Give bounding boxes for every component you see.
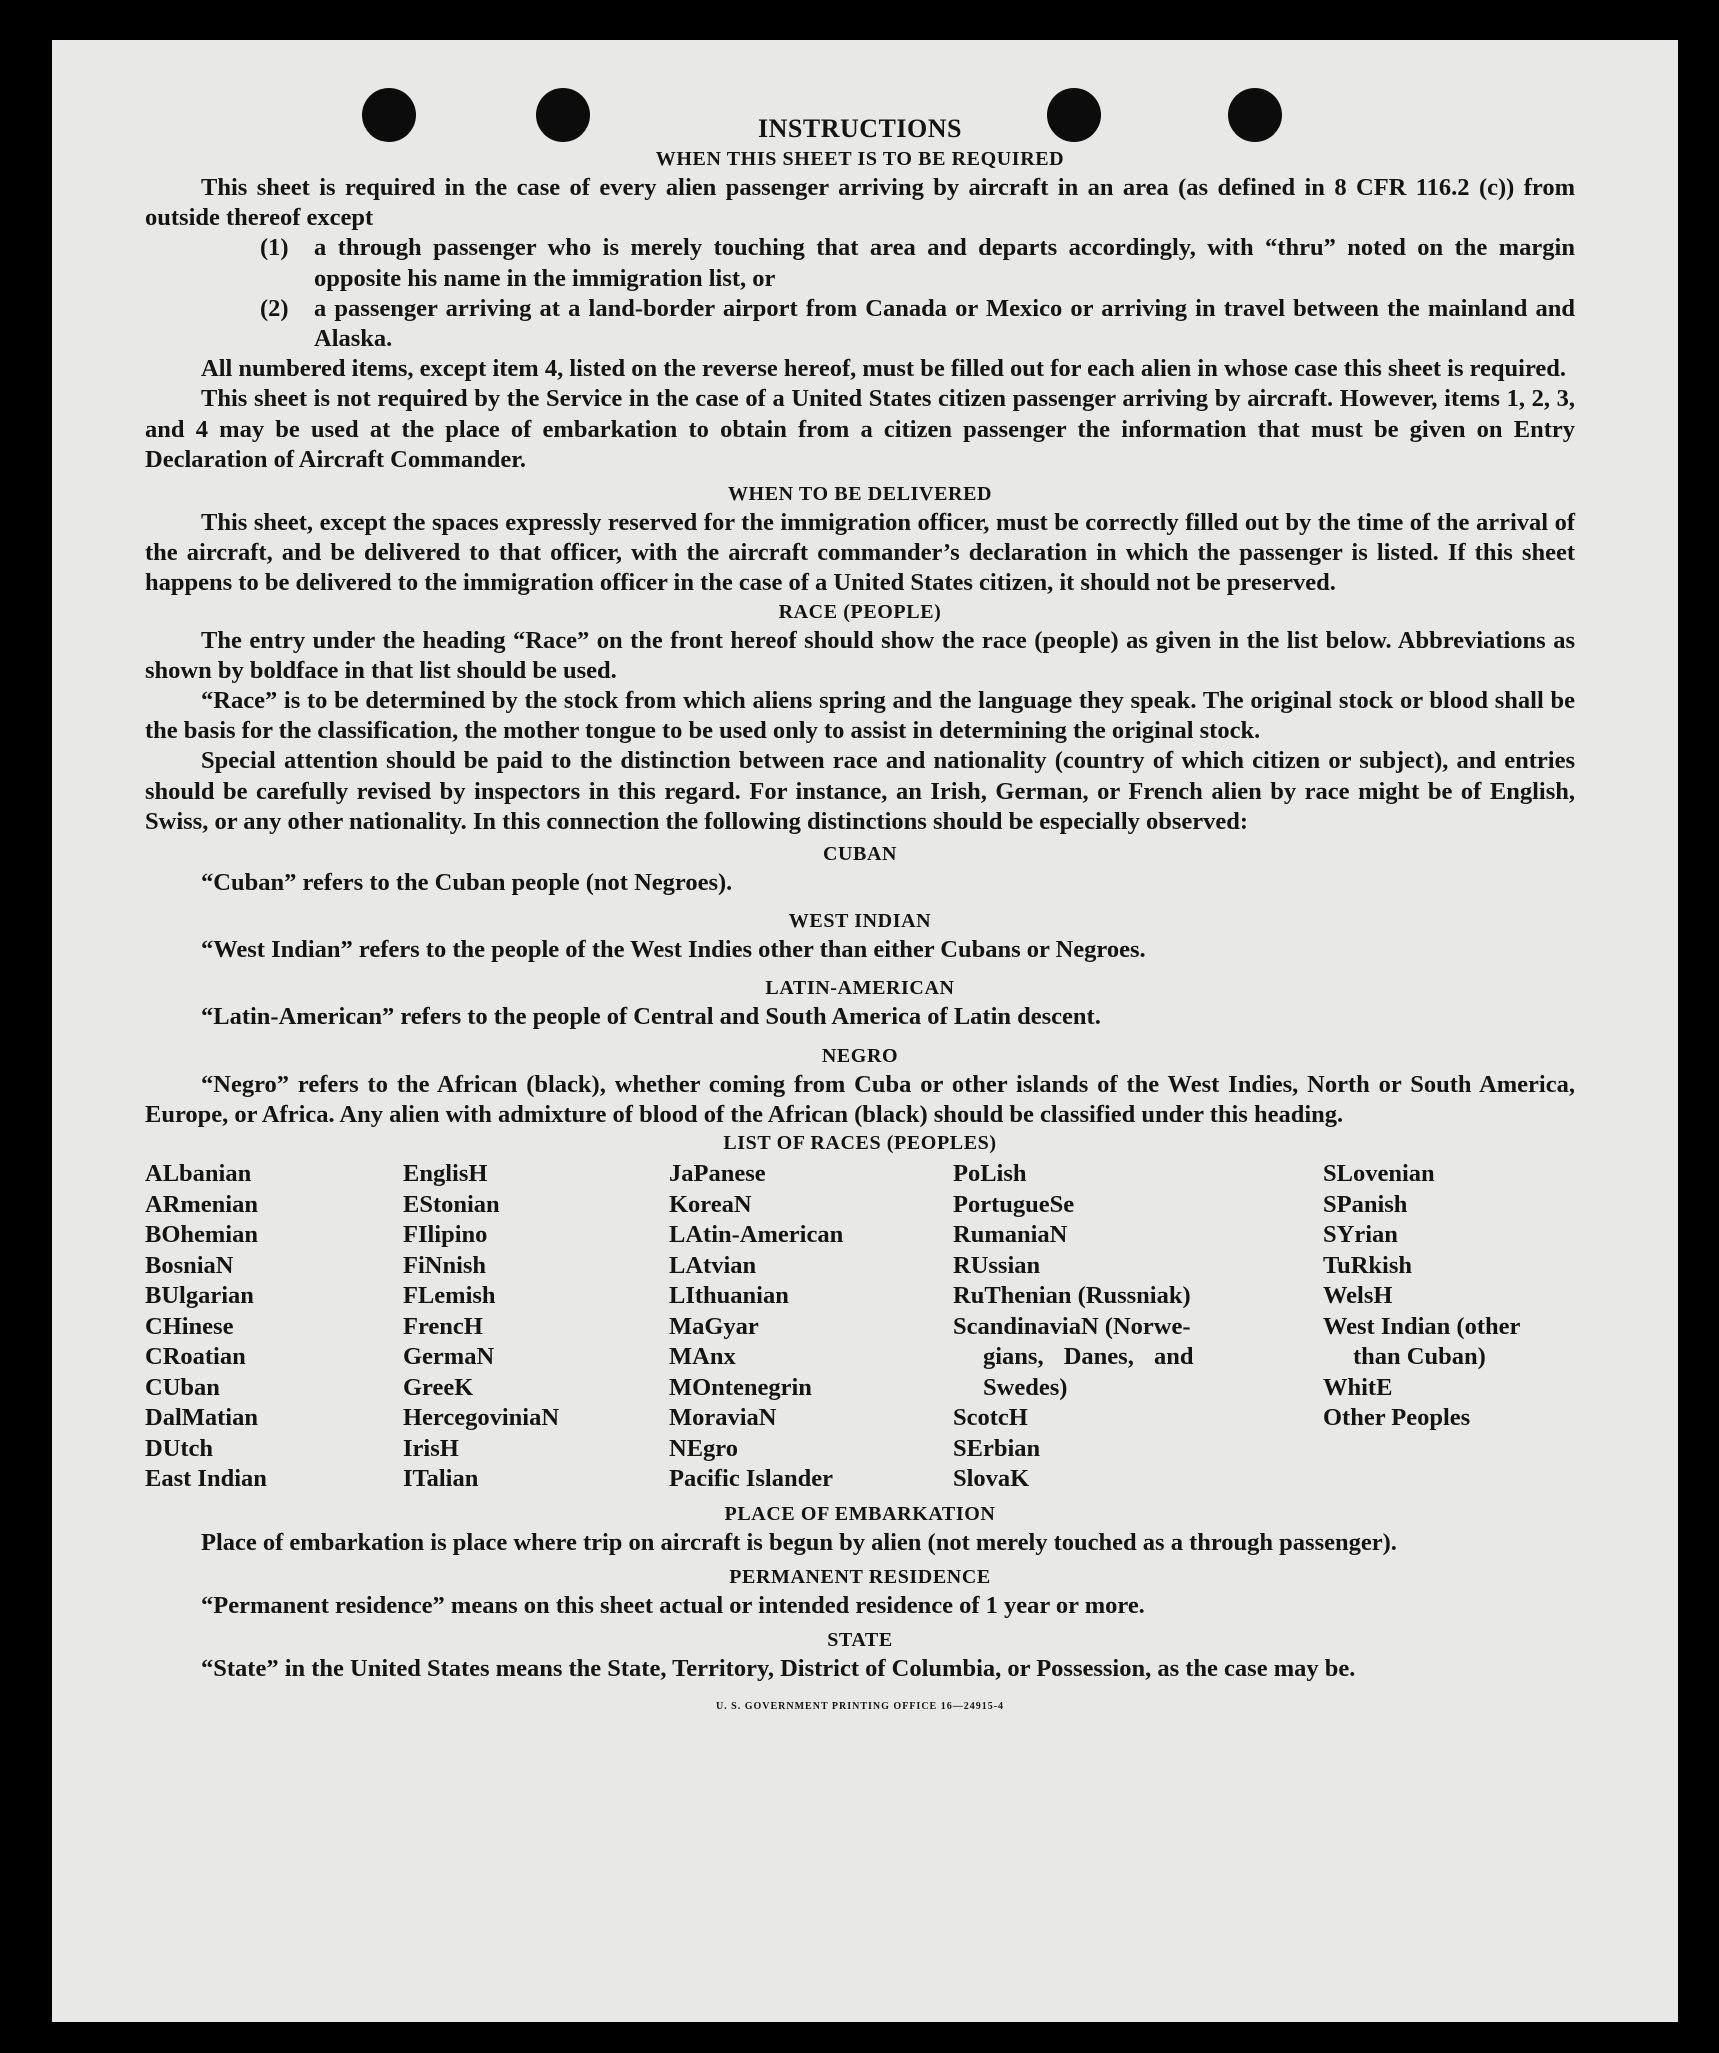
exception-item (145, 233, 1575, 293)
heading-embarkation: PLACE OF EMBARKATION (724, 1502, 996, 1525)
race-column (403, 1159, 669, 1495)
race-item: HercegoviniaN (403, 1404, 560, 1432)
heading-latin-american: LATIN-AMERICAN (765, 977, 955, 1000)
paragraph: “Negro” refers to the African (black), whether coming from Cuba or other islands of the West Indies, North or South America, Europe, or Africa. Any alien with admixture of blood of the African (black) should be classified under this heading. (145, 1070, 1575, 1128)
race-item: FiNnish (403, 1251, 487, 1279)
item-number: (1) (260, 234, 289, 262)
paragraph: “Race” is to be determined by the stock from which aliens spring and the language they speak. The original stock or blood shall be the basis for the classification, the mother tongue to be used only to assist in determining the original stock. (145, 687, 1575, 745)
race-item: MoraviaN (669, 1404, 777, 1432)
race-item-continued: Swedes) (983, 1373, 1068, 1401)
race-item: SYrian (1323, 1221, 1398, 1249)
race-column (669, 1159, 953, 1495)
race-column (953, 1159, 1323, 1495)
race-item: CUban (145, 1373, 220, 1401)
instructions-content (145, 112, 1575, 1722)
paragraph: “Permanent residence” means on this sheet actual or intended residence of 1 year or more. (201, 1591, 1145, 1619)
document-page (52, 40, 1678, 2022)
paragraph: “State” in the United States means the State, Territory, District of Columbia, or Possession, as the case may be. (201, 1654, 1356, 1682)
race-item: GermaN (403, 1343, 495, 1371)
paragraph: This sheet, except the spaces expressly reserved for the immigration officer, must be correctly filled out by the time of the arrival of the aircraft, and be delivered to that officer, with the aircraft commander’s declaration in which the passenger is listed. If this sheet happens to be delivered to the immigration officer in the case of a United States citizen, it should not be preserved. (145, 509, 1575, 597)
paragraph: This sheet is not required by the Service in the case of a United States citizen passenger arriving by aircraft. However, items 1, 2, 3, and 4 may be used at the place of embarkation to obtain from a citizen passenger the information that must be given on Entry Declaration of Aircraft Commander. (145, 385, 1575, 473)
race-item: FLemish (403, 1282, 496, 1310)
race-item: EStonian (403, 1190, 500, 1218)
race-item: SLovenian (1323, 1160, 1435, 1188)
paragraph: Place of embarkation is place where trip on aircraft is begun by alien (not merely touched as a through passenger). (201, 1528, 1397, 1556)
race-item: KoreaN (669, 1190, 752, 1218)
race-item: MOntenegrin (669, 1373, 812, 1401)
heading-race: RACE (PEOPLE) (778, 600, 942, 623)
race-item: ITalian (403, 1465, 479, 1493)
race-list (145, 1159, 1575, 1495)
race-item: TuRkish (1323, 1251, 1413, 1279)
race-item: MaGyar (669, 1312, 759, 1340)
item-number: (2) (260, 294, 289, 322)
race-item: CRoatian (145, 1343, 246, 1371)
paragraph: “West Indian” refers to the people of the West Indies other than either Cubans or Negroes. (201, 936, 1146, 964)
exception-item (145, 294, 1575, 354)
heading-residence: PERMANENT RESIDENCE (729, 1565, 991, 1588)
race-item: RuThenian (Russniak) (953, 1282, 1191, 1310)
race-item: WhitE (1323, 1373, 1393, 1401)
paragraph: The entry under the heading “Race” on the front hereof should show the race (people) as given in the list below. Abbreviations as shown by boldface in that list should be used. (145, 626, 1575, 684)
heading-cuban: CUBAN (822, 843, 898, 866)
race-item: LAtin-American (669, 1221, 844, 1249)
race-item: Other Peoples (1323, 1404, 1471, 1432)
race-item: JaPanese (669, 1160, 766, 1188)
race-item: DalMatian (145, 1404, 258, 1432)
race-item: SlovaK (953, 1465, 1030, 1493)
race-item: PoLish (953, 1160, 1027, 1188)
race-item: LIthuanian (669, 1282, 789, 1310)
race-item: SPanish (1323, 1190, 1408, 1218)
printing-office-imprint: U. S. GOVERNMENT PRINTING OFFICE 16—24915-4 (715, 1701, 1005, 1713)
heading-when-required: WHEN THIS SHEET IS TO BE REQUIRED (655, 148, 1065, 170)
race-item: LAtvian (669, 1251, 757, 1279)
race-item: RUssian (953, 1251, 1041, 1279)
race-item: ARmenian (145, 1190, 258, 1218)
race-item: PortugueSe (953, 1190, 1075, 1218)
race-item-continued: gians, Danes, and (983, 1343, 1194, 1371)
item-text: a through passenger who is merely touching that area and departs accordingly, with “thru” noted on the margin opposite his name in the immigration list, or (314, 234, 1575, 292)
paragraph: Special attention should be paid to the distinction between race and nationality (country of which citizen or subject), and entries should be carefully revised by inspectors in this regard. For instance, an Irish, German, or French alien by race might be of English, Swiss, or any other nationality. In this connection the following distinctions should be especially observed: (145, 747, 1575, 835)
race-item: EnglisH (403, 1160, 488, 1188)
race-item: NEgro (669, 1434, 738, 1462)
race-item: RumaniaN (953, 1221, 1068, 1249)
race-item: Pacific Islander (669, 1465, 833, 1493)
paragraph: “Cuban” refers to the Cuban people (not Negroes). (201, 869, 733, 897)
race-column (145, 1159, 403, 1495)
heading-when-delivered: WHEN TO BE DELIVERED (727, 483, 993, 506)
heading-west-indian: WEST INDIAN (788, 910, 932, 933)
heading-negro: NEGRO (821, 1044, 899, 1067)
page-title: INSTRUCTIONS (758, 114, 962, 143)
race-item: BOhemian (145, 1221, 258, 1249)
race-item: SErbian (953, 1434, 1041, 1462)
race-item: GreeK (403, 1373, 474, 1401)
race-item: FrencH (403, 1312, 483, 1340)
race-item: MAnx (669, 1343, 736, 1371)
item-text: a passenger arriving at a land-border airport from Canada or Mexico or arriving in travel between the mainland and Alaska. (314, 294, 1575, 353)
race-item: DUtch (145, 1434, 214, 1462)
race-item: BUlgarian (145, 1282, 254, 1310)
race-item: East Indian (145, 1465, 267, 1493)
race-item: CHinese (145, 1312, 234, 1340)
race-item: BosniaN (145, 1251, 234, 1279)
race-item-continued: than Cuban) (1353, 1343, 1486, 1371)
race-item: West Indian (other (1323, 1312, 1521, 1340)
paragraph: This sheet is required in the case of every alien passenger arriving by aircraft in an area (as defined in 8 CFR 116.2 (c)) from outside thereof except (145, 174, 1575, 232)
race-item: ScandinaviaN (Norwe- (953, 1312, 1191, 1340)
race-item: FIlipino (403, 1221, 488, 1249)
heading-list-of-races: LIST OF RACES (PEOPLES) (723, 1132, 997, 1155)
race-item: ScotcH (953, 1404, 1028, 1432)
paragraph: All numbered items, except item 4, listed on the reverse hereof, must be filled out for each alien in whose case this sheet is required. (201, 355, 1567, 383)
race-column (1323, 1159, 1575, 1495)
paragraph: “Latin-American” refers to the people of Central and South America of Latin descent. (201, 1003, 1101, 1031)
heading-state: STATE (827, 1628, 893, 1651)
race-item: IrisH (403, 1434, 459, 1462)
race-item: WelsH (1323, 1282, 1393, 1310)
race-item: ALbanian (145, 1160, 252, 1188)
